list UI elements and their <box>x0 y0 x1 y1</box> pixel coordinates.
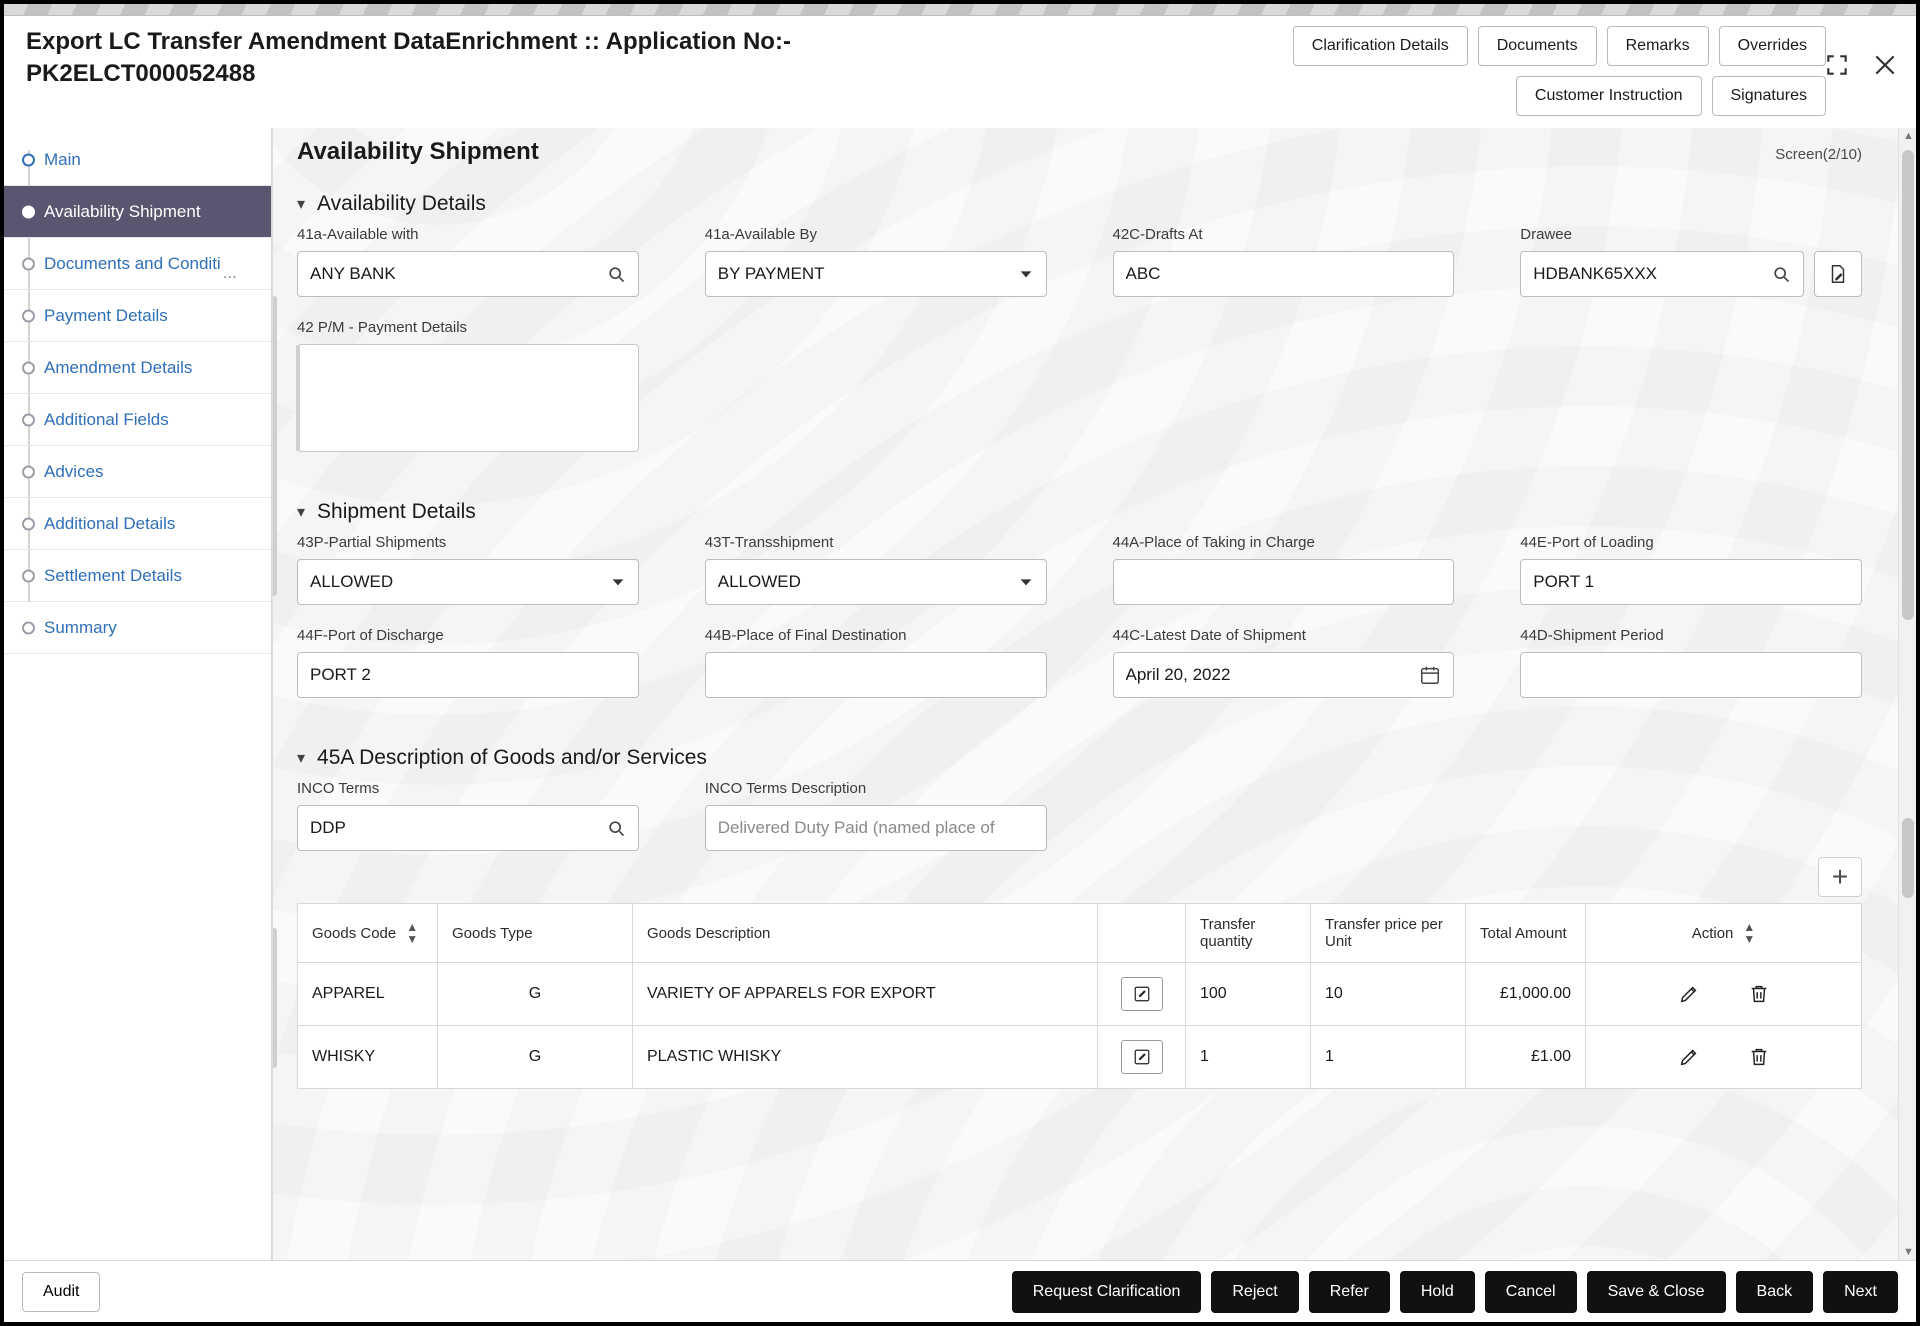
column-goods-description <box>633 904 1098 963</box>
save-and-close-button[interactable]: Save & Close <box>1587 1271 1726 1313</box>
field-label: INCO Terms Description <box>704 780 867 797</box>
cancel-button[interactable]: Cancel <box>1485 1271 1577 1313</box>
section-title: 45A Description of Goods and/or Services <box>317 746 707 769</box>
cell-expand <box>1098 963 1186 1026</box>
scroll-down-icon[interactable]: ▼ <box>1903 1246 1914 1258</box>
edit-box-icon[interactable] <box>1121 1040 1163 1074</box>
inner-scroll-indicator[interactable] <box>273 296 277 596</box>
chevron-down-icon[interactable] <box>610 574 626 590</box>
field-drafts-at <box>1113 226 1455 297</box>
form-title: Availability Shipment <box>297 138 539 165</box>
field-value: Delivered Duty Paid (named place of <box>717 818 995 837</box>
overrides-button[interactable]: Overrides <box>1719 26 1826 66</box>
field-port-of-loading <box>1520 534 1862 605</box>
column-expand <box>1098 904 1186 963</box>
field-value: HDBANK65XXX <box>1533 264 1658 283</box>
place-of-taking-in-charge-input[interactable] <box>1113 559 1455 605</box>
available-with-input[interactable] <box>297 251 639 297</box>
scrollbar-thumb[interactable] <box>1902 150 1914 620</box>
trash-icon[interactable] <box>1748 983 1770 1005</box>
field-available-with <box>297 226 639 297</box>
audit-button[interactable]: Audit <box>22 1272 100 1312</box>
pencil-icon[interactable] <box>1678 983 1700 1005</box>
field-transshipment <box>705 534 1047 605</box>
current-step-icon <box>22 205 35 218</box>
cell-transfer-quantity: 100 <box>1186 963 1311 1026</box>
field-place-of-taking-in-charge <box>1113 534 1455 605</box>
check-circle-icon <box>22 153 35 166</box>
cell-goods-code: WHISKY <box>298 1026 438 1089</box>
partial-shipments-select[interactable] <box>297 559 639 605</box>
column-goods-type <box>438 904 633 963</box>
field-label: 44A-Place of Taking in Charge <box>1112 534 1315 551</box>
cell-goods-code: APPAREL <box>298 963 438 1026</box>
field-value: ALLOWED <box>717 572 801 591</box>
column-transfer-price-per-unit <box>1311 904 1466 963</box>
step-circle-icon <box>22 309 35 322</box>
form-scroller <box>273 128 1898 1260</box>
field-payment-details <box>297 319 639 452</box>
section-title: Availability Details <box>317 192 486 215</box>
field-label: 42 P/M - Payment Details <box>297 319 468 336</box>
sidebar-item-label: Documents and Conditi <box>44 253 221 273</box>
add-goods-row-button[interactable]: + <box>1818 857 1862 897</box>
header-action-buttons <box>1293 26 1900 116</box>
column-label: Goods Description <box>647 924 771 942</box>
column-label: Transfer quantity <box>1200 916 1256 950</box>
chevron-down-icon[interactable] <box>1018 266 1034 282</box>
field-value: PORT 2 <box>310 665 371 684</box>
inco-terms-input[interactable] <box>297 805 639 851</box>
goods-table <box>297 903 1862 1089</box>
documents-button[interactable]: Documents <box>1478 26 1597 66</box>
sidebar-item-additional-details[interactable] <box>4 498 271 550</box>
field-label: 43T-Transshipment <box>704 534 834 551</box>
column-label: Goods Type <box>452 924 533 942</box>
field-label: 44D-Shipment Period <box>1520 627 1664 644</box>
field-label: 42C-Drafts At <box>1112 226 1203 243</box>
goods-section-header[interactable] <box>297 746 1862 770</box>
available-by-select[interactable] <box>705 251 1047 297</box>
search-icon[interactable] <box>606 264 626 284</box>
field-label: 41a-Available By <box>704 226 818 243</box>
sidebar-item-amendment-details[interactable] <box>4 342 271 394</box>
sort-icon[interactable]: ▲ ▼ <box>406 920 419 946</box>
edit-box-icon[interactable] <box>1121 977 1163 1011</box>
sidebar-item-additional-fields[interactable] <box>4 394 271 446</box>
goods-table-header <box>298 904 1862 963</box>
sidebar-item-main[interactable] <box>4 134 271 186</box>
field-inco-terms <box>297 780 639 851</box>
sidebar-item-advices[interactable] <box>4 446 271 498</box>
availability-details-section-header[interactable] <box>297 192 1862 216</box>
sidebar-item-label: Payment Details <box>44 305 168 325</box>
field-label: 44C-Latest Date of Shipment <box>1112 627 1306 644</box>
trash-icon[interactable] <box>1748 1046 1770 1068</box>
field-value: April 20, 2022 <box>1125 665 1231 684</box>
port-of-loading-input[interactable] <box>1520 559 1862 605</box>
cell-goods-type: G <box>438 963 633 1026</box>
sidebar-item-label: Main <box>44 149 81 169</box>
column-goods-code[interactable] <box>298 904 438 963</box>
search-icon[interactable] <box>606 818 626 838</box>
cell-transfer-price: 10 <box>1311 963 1466 1026</box>
shipment-period-input[interactable] <box>1520 652 1862 698</box>
step-circle-icon <box>22 465 35 478</box>
port-of-discharge-input[interactable] <box>297 652 639 698</box>
column-label: Total Amount <box>1480 924 1567 942</box>
inner-scroll-indicator-secondary[interactable] <box>273 928 277 1068</box>
transshipment-select[interactable] <box>705 559 1047 605</box>
section-header-row <box>297 138 1862 166</box>
signatures-button[interactable]: Signatures <box>1712 76 1827 116</box>
field-label: Drawee <box>1520 226 1572 243</box>
shipment-details-section-header[interactable] <box>297 500 1862 524</box>
drawee-row <box>1520 251 1862 297</box>
shipment-fields-grid <box>297 534 1862 720</box>
field-value: ANY BANK <box>310 264 396 283</box>
sidebar-item-label: Advices <box>44 461 104 481</box>
step-circle-icon <box>22 569 35 582</box>
sidebar-item-label: Availability Shipment <box>44 201 201 221</box>
cell-goods-description: VARIETY OF APPARELS FOR EXPORT <box>633 963 1098 1026</box>
page-header <box>4 16 1916 128</box>
reject-button[interactable]: Reject <box>1211 1271 1298 1313</box>
field-shipment-period <box>1520 627 1862 698</box>
stage-sidebar <box>4 128 272 1260</box>
cell-transfer-quantity: 1 <box>1186 1026 1311 1089</box>
scroll-up-icon[interactable]: ▲ <box>1903 130 1914 142</box>
pencil-icon[interactable] <box>1678 1046 1700 1068</box>
inco-terms-description-input[interactable] <box>705 805 1047 851</box>
header-button-row-1 <box>1293 26 1826 66</box>
column-label: Action <box>1691 924 1734 942</box>
document-view-icon[interactable] <box>1814 251 1862 297</box>
main-content <box>272 128 1916 1260</box>
column-action[interactable] <box>1586 904 1862 963</box>
chevron-down-icon: ▾ <box>297 196 306 213</box>
cell-transfer-price: 1 <box>1311 1026 1466 1089</box>
chevron-down-icon[interactable] <box>1018 574 1034 590</box>
window-top-stripe <box>4 4 1916 16</box>
sidebar-item-label: Amendment Details <box>44 357 193 377</box>
field-value: DDP <box>310 818 346 837</box>
refer-button[interactable]: Refer <box>1309 1271 1390 1313</box>
customer-instruction-button[interactable]: Customer Instruction <box>1516 76 1702 116</box>
field-available-by <box>705 226 1047 297</box>
place-of-final-destination-input[interactable] <box>705 652 1047 698</box>
cell-goods-type: G <box>438 1026 633 1089</box>
footer-action-buttons <box>1012 1271 1898 1313</box>
column-total-amount <box>1466 904 1586 963</box>
page-body <box>4 128 1916 1260</box>
request-clarification-button[interactable]: Request Clarification <box>1012 1271 1202 1313</box>
field-latest-date-of-shipment <box>1113 627 1455 698</box>
cell-total-amount: £1.00 <box>1466 1026 1586 1089</box>
chevron-down-icon: ▾ <box>297 504 306 521</box>
field-value: ALLOWED <box>310 572 394 591</box>
field-label: 44B-Place of Final Destination <box>704 627 907 644</box>
sidebar-item-settlement-details[interactable] <box>4 550 271 602</box>
field-inco-terms-description <box>705 780 1047 851</box>
close-icon[interactable] <box>1872 52 1898 78</box>
table-row[interactable] <box>298 1026 1862 1089</box>
availability-fields-grid <box>297 226 1862 319</box>
next-button[interactable]: Next <box>1823 1271 1898 1313</box>
sort-icon[interactable]: ▲ ▼ <box>1743 920 1756 946</box>
sidebar-item-label: Summary <box>44 617 117 637</box>
table-row[interactable] <box>298 963 1862 1026</box>
step-circle-icon <box>22 621 35 634</box>
field-place-of-final-destination <box>705 627 1047 698</box>
sidebar-item-payment-details[interactable] <box>4 290 271 342</box>
column-label: Goods Code <box>312 924 397 942</box>
calendar-icon[interactable] <box>1419 664 1441 686</box>
cell-action <box>1586 963 1862 1026</box>
field-partial-shipments <box>297 534 639 605</box>
remarks-button[interactable]: Remarks <box>1607 26 1709 66</box>
step-circle-icon <box>22 413 35 426</box>
cell-goods-description: PLASTIC WHISKY <box>633 1026 1098 1089</box>
column-label: Transfer price per Unit <box>1325 916 1443 950</box>
goods-table-wrapper <box>297 861 1862 1089</box>
section-title: Shipment Details <box>317 500 476 523</box>
sidebar-item-documents-and-conditions[interactable] <box>4 238 271 290</box>
sidebar-item-truncation: ... <box>222 263 237 282</box>
sidebar-item-availability-shipment[interactable] <box>4 186 271 238</box>
chevron-down-icon: ▾ <box>297 750 306 767</box>
field-label: 44F-Port of Discharge <box>297 627 444 644</box>
content-scroll-area <box>273 128 1898 1260</box>
sidebar-item-label: Settlement Details <box>44 565 182 585</box>
field-value: BY PAYMENT <box>717 264 825 283</box>
cell-expand <box>1098 1026 1186 1089</box>
clarification-details-button[interactable]: Clarification Details <box>1293 26 1468 66</box>
window-controls <box>1824 52 1898 78</box>
column-transfer-quantity <box>1186 904 1311 963</box>
step-circle-icon <box>22 257 35 270</box>
field-drawee <box>1520 226 1862 297</box>
drafts-at-input[interactable] <box>1113 251 1455 297</box>
sidebar-item-summary[interactable] <box>4 602 271 654</box>
sidebar-item-label: Additional Fields <box>44 409 169 429</box>
step-circle-icon <box>22 361 35 374</box>
screen-counter: Screen(2/10) <box>1775 146 1862 163</box>
search-icon[interactable] <box>1771 264 1791 284</box>
page-footer <box>4 1260 1916 1322</box>
latest-date-of-shipment-input[interactable] <box>1113 652 1455 698</box>
field-value: ABC <box>1125 264 1161 283</box>
page-title: Export LC Transfer Amendment DataEnrichment :: Application No:- PK2ELCT000052488 <box>26 28 791 88</box>
goods-table-body <box>298 963 1862 1089</box>
field-label: 43P-Partial Shipments <box>297 534 447 551</box>
field-label: INCO Terms <box>297 780 380 797</box>
cell-action <box>1586 1026 1862 1089</box>
drawee-input[interactable] <box>1520 251 1804 297</box>
payment-details-grid <box>297 319 1862 474</box>
scrollbar-thumb-secondary[interactable] <box>1902 818 1914 898</box>
collapse-icon[interactable] <box>1824 52 1850 78</box>
field-label: 41a-Available with <box>297 226 419 243</box>
hold-button[interactable]: Hold <box>1400 1271 1475 1313</box>
cell-total-amount: £1,000.00 <box>1466 963 1586 1026</box>
field-port-of-discharge <box>297 627 639 698</box>
header-button-row-2 <box>1516 76 1826 116</box>
field-label: 44E-Port of Loading <box>1520 534 1654 551</box>
field-value: PORT 1 <box>1533 572 1595 591</box>
table-header-row <box>298 904 1862 963</box>
step-circle-icon <box>22 517 35 530</box>
inco-terms-grid <box>297 780 1862 873</box>
content-vertical-scrollbar[interactable] <box>1898 128 1916 1260</box>
sidebar-item-label: Additional Details <box>44 513 176 533</box>
payment-details-textarea[interactable] <box>297 344 639 452</box>
back-button[interactable]: Back <box>1736 1271 1814 1313</box>
